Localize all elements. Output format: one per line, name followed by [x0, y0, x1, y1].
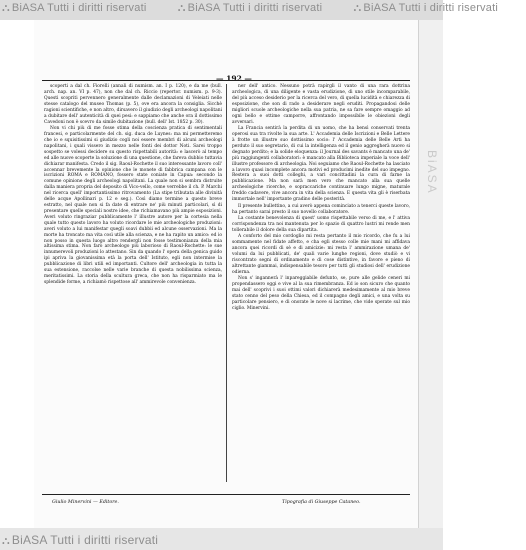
viewer-header [0, 0, 498, 20]
watermark-text: BiASA Tutti i diritti riservati [11, 533, 159, 547]
left-column [44, 84, 222, 482]
footer-rule [42, 494, 410, 495]
page-edge-strip [418, 20, 443, 528]
watermark-row-top [2, 2, 526, 15]
scanned-page [34, 20, 418, 528]
paragraph: scoperti a dal ch. Fiorelli (annali di numism. an. I p. 120), e da me (bull. arch. nap. an. VI p. 47), non che dal ch. Riccio (repertor. numism. p. 9-3). Questi scopriti pervennero generalmente dalle declamazioni di Veleiati nelle stesse catalogo del museo Thomas (p. 5), ove era ancora la consiglia. Sicchè ragioni scientifiche, e non altro, dirsavero il giudizio degli archeologi napolitani a dubitare dell' autenticità di quei pesi: e sappiamo che anche ora il dottissimo Cavedoni non è scevro da simile dubitazione (bull. dell' Ist. 1852 p. 30). [44, 84, 222, 125]
editor-colophon: Giulio Minervini — Editore. [52, 500, 119, 505]
viewer-footer [0, 528, 443, 550]
side-watermark: BiASA [425, 150, 439, 195]
paragraph: Non s' ingannerà l' inpareggiabile defunto, se, pure alle gelide ceneri mi propendassero oggi e vive al la sua rimembranza. Ed io son sicuro che quanto mai dell' scoprivi i suoi ottimi valori dichiarerà medesimamente al mio breve stato cenno del peso della Chiesa, ed il compagno degli amici, e una volta su particolare pensiero, e di onorate le nove si lacrime, che vide sperate sul mio ciglio. Minervini. [232, 276, 410, 312]
paragraph: La Francia sentirà la perdita di un uomo, che ha bensì conservati trenta operosi sua tra rivolte la sua arte. L' Accademia delle Iscrizioni e Belle Lettere à frotte un illustre suo dottissimo socio: l' Accademia delle Belle Arti ha perduto il suo segretario, di cui la intelligenza ed il genio aggregherà nuovo si degnato perdito; e la solide eloquenza: il Journal des savants è mancato una de' più raggiungenti collaboratori: è mancato alla Biblioteca imperiale la voce dell' illustre professore di archeologia. Noi seguiamo che Raoul-Rochette ha lasciato a lavoro quasi incomplete ancora motivi ed producimi inedite del suo impegno. Restera a suoi dotti colleghi, a vari concittadini la cura di farne la pubblicazione. Ma non sarà men vero che mancato alla sua quelle archeologiche ricerche, e sopraccariche continuare lungo migne, maturale freddo cadavere, vive ancora in vita della scienza. E questa vita gli è riserbata immortale nell' importante gradino delle posterità. [232, 126, 410, 203]
watermark-text: BiASA Tutti i diritti riservati [11, 2, 147, 14]
right-column [232, 84, 410, 482]
paragraph: Non vi chi più di me fosse stima della coscienza pratica di sentimentali francesi, e particolarmente del ch. sig. duca de Luynes: ma mi permetteremo che io e squisitissimi si giudizio cogli noi essere membri di alcuni archeologi napolitani, i quali vissero in mezzo nelle fonti dei dottor Noti. Sarei troppo sospetto se volessi decidere su questo rispettabili autorità: e lascerò al tempo ed alle nuove scoperte la soluzione di una questione, che fareva dubbio tuttavia dichiarar manifesta. Credo il sig. Raoul-Rochette il suo interessante lavoro coll' accennar brevemente la opinione che le monete di fabbrica campana con le iscrizioni ROMA e ROMANO, fossero state coniate in Capua: secondo la comune opinione degli archeologi napolitani. La quale non si sembra distruite dalla maniera propria del deposito di Vico-vello, come verrebbe il ch. P. Marchi nel ricerca quell' importantissimo ritrovamento (La stipe tributata alle divinità delle acque Apollinari p. 12 e seg.). Così diamo termine a questo breve estratto, nel quale non si fa date di entrare ne' più minuti particolari, sì di presentare quelle speciali nostre idee, che richiamavano più ampie esposizioni. Averi voluto ringraziar pubblicamente l' illustre autore per la cortesia nella quale tutto questo lavoro ha voluto ricordare le mie archeologiche produzioni: averi voluto a lui manifestar quegli soavi dubbii ed alcune osservazioni. Ma la morte ha troncato ma vita così utile alla scienza, e ne ha rapito un amico: ed io non posso in questa luogo altro rendergli non fosse testimonianza della mia altissima stima. Non farò archeologo più laborioso di Raoul-Rochette: le sue innumerevoli produzioni lo attestano. Sin da quando l' opera della genica guido ipi apriva la giovanissima età la porta dell' Istituto, egli non intermise la pubblicazione di libri utili ed importanti. Cultore dell' archeologia in tutta la sua estensione, raccolse nelle varie branche di questa nobilissima scienza, meritatissimi. La storia della scultura greca, che non ha risparmiato ma le splendide forme, a richiamò rispettose all' ammirevole convenienza. [44, 126, 222, 286]
paragraph: A conforto del mio cordoglio mi resta pertanto il mio ricordo, che fu a lui sommamente nel fidate affetto, e cha egli stesso colle mie mani mi affidava ancora quei ricordi di sè e di amicizie: mi resta l' ammirazione umana de' volumi da lui pubblicati, de' quali varie lunghe regioni, dove studiò e vi riscontrato segni di ordinamento e di cose distintive, in favore e pieno di altrettante giammai, indispensabile tesoro per tutti gli studiosi dell' erudizione odierna. [232, 234, 410, 275]
printer-colophon: Tipografia di Giuseppe Cataneo. [282, 500, 361, 505]
biasa-logo-icon: ⛬ [2, 2, 10, 14]
paragraph: Il presente bullettino, a cui averò appena cominciato a tenerci queste lavoro, ha pertanto sarai presto il suo novello collaboratore. [232, 203, 410, 215]
watermark-row-bottom [2, 533, 186, 548]
biasa-logo-icon: ⛬ [353, 2, 362, 14]
column-divider [226, 84, 227, 482]
biasa-logo-icon: ⛬ [177, 2, 186, 14]
page-number: — 192 — [216, 74, 252, 83]
biasa-logo-icon: ⛬ [2, 535, 10, 547]
paragraph: La costante benevolenza di quest' uomo rispettabile verso di me, e l' attiva corrispondenza tra noi mantenuta per lo spazio di quattro lustri mi rende men tollerabile il dolore della sua dipartita. [232, 216, 410, 233]
paragraph: ner dell' antico. Nessuno potrà rapirgli il vanto di una rara dottrina archeologica, di una diligente e vasta erudizione, di uno stile incomparabile, del più acceso desiderio per la ricerca del vero, di quella lucidità e chiarezza di esposizione, che son di rado a desiderare negli eruditi. Propagandosi delle migliori scuole archeologiche nella sua patria, ne sa fare sempre omaggio ad ogni bello e ottime camporre, affrontando impossibile le obiezioni degli avversari. [232, 84, 410, 125]
header-rule [42, 80, 410, 81]
watermark-text: BiASA Tutti i diritti riservati [363, 2, 498, 14]
watermark-text: BiASA Tutti i diritti riservati [187, 2, 323, 14]
